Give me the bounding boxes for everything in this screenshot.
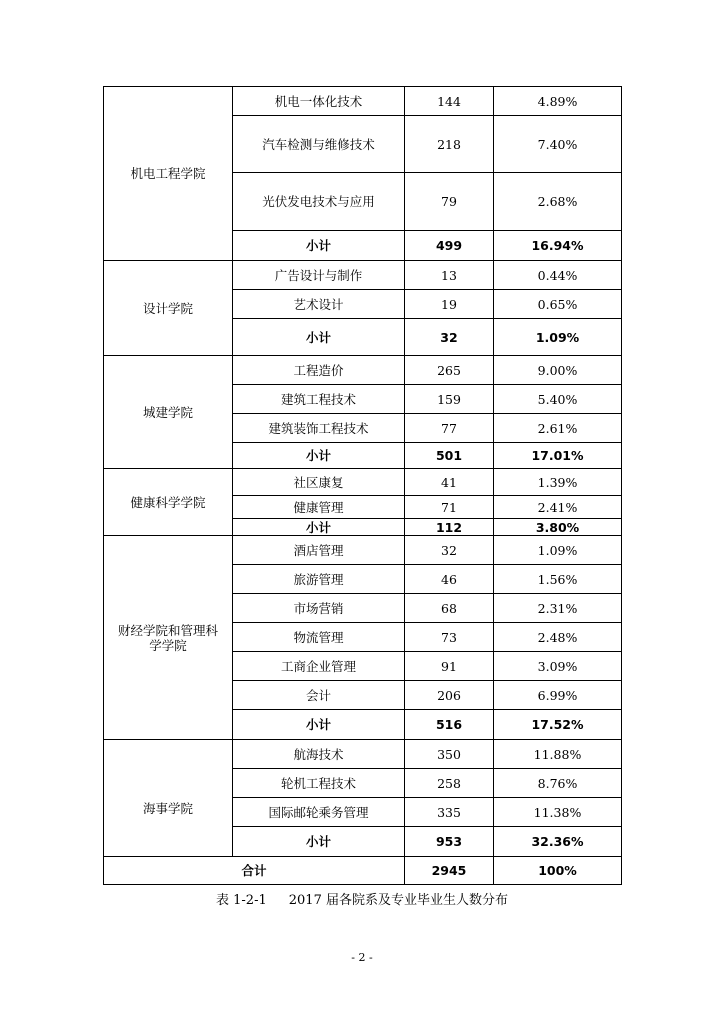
table-row [104,356,622,385]
major-cell: 国际邮轮乘务管理 [233,798,405,827]
subtotal-label: 小计 [233,319,405,356]
count-cell: 258 [405,769,494,798]
page-number: - 2 - [351,951,373,964]
count-cell: 91 [405,652,494,681]
count-cell: 46 [405,565,494,594]
subtotal-count: 499 [405,231,494,261]
major-cell: 旅游管理 [233,565,405,594]
count-cell: 79 [405,173,494,231]
count-cell: 335 [405,798,494,827]
major-cell: 机电一体化技术 [233,87,405,116]
percent-cell: 2.41% [494,496,622,519]
table-caption [0,889,724,908]
graduate-distribution-table [103,86,622,885]
count-cell: 159 [405,385,494,414]
total-row [104,857,622,885]
percent-cell: 2.31% [494,594,622,623]
college-cell: 城建学院 [104,356,233,469]
percent-cell: 0.44% [494,261,622,290]
subtotal-percent: 32.36% [494,827,622,857]
percent-cell: 7.40% [494,116,622,173]
major-cell: 汽车检测与维修技术 [233,116,405,173]
major-cell: 工程造价 [233,356,405,385]
count-cell: 77 [405,414,494,443]
percent-cell: 2.68% [494,173,622,231]
major-cell: 轮机工程技术 [233,769,405,798]
major-cell: 物流管理 [233,623,405,652]
percent-cell: 4.89% [494,87,622,116]
percent-cell: 2.61% [494,414,622,443]
count-cell: 32 [405,536,494,565]
count-cell: 71 [405,496,494,519]
major-cell: 社区康复 [233,469,405,496]
major-cell: 会计 [233,681,405,710]
subtotal-label: 小计 [233,710,405,740]
major-cell: 艺术设计 [233,290,405,319]
subtotal-count: 516 [405,710,494,740]
subtotal-count: 501 [405,443,494,469]
subtotal-count: 953 [405,827,494,857]
count-cell: 68 [405,594,494,623]
college-line: 学学院 [149,637,187,653]
percent-cell: 2.48% [494,623,622,652]
college-cell: 海事学院 [104,740,233,857]
subtotal-count: 32 [405,319,494,356]
count-cell: 13 [405,261,494,290]
major-cell: 工商企业管理 [233,652,405,681]
count-cell: 19 [405,290,494,319]
total-count: 2945 [405,857,494,885]
count-cell: 41 [405,469,494,496]
subtotal-count: 112 [405,519,494,536]
subtotal-percent: 17.01% [494,443,622,469]
college-cell: 健康科学学院 [104,469,233,536]
subtotal-percent: 16.94% [494,231,622,261]
major-cell: 健康管理 [233,496,405,519]
major-cell: 酒店管理 [233,536,405,565]
major-cell: 光伏发电技术与应用 [233,173,405,231]
table-row [104,469,622,496]
major-cell: 广告设计与制作 [233,261,405,290]
percent-cell: 6.99% [494,681,622,710]
percent-cell: 8.76% [494,769,622,798]
table-row [104,87,622,116]
major-cell: 航海技术 [233,740,405,769]
percent-cell: 11.38% [494,798,622,827]
percent-cell: 5.40% [494,385,622,414]
caption-text: 2017 届各院系及专业毕业生人数分布 [288,893,508,908]
subtotal-percent: 1.09% [494,319,622,356]
count-cell: 350 [405,740,494,769]
percent-cell: 1.56% [494,565,622,594]
subtotal-percent: 17.52% [494,710,622,740]
subtotal-label: 小计 [233,519,405,536]
table-row [104,261,622,290]
major-cell: 市场营销 [233,594,405,623]
percent-cell: 1.39% [494,469,622,496]
percent-cell: 1.09% [494,536,622,565]
subtotal-percent: 3.80% [494,519,622,536]
percent-cell: 11.88% [494,740,622,769]
college-line: 财经学院和管理科 [117,622,218,638]
major-cell: 建筑工程技术 [233,385,405,414]
subtotal-label: 小计 [233,231,405,261]
major-cell: 建筑装饰工程技术 [233,414,405,443]
table-row [104,740,622,769]
count-cell: 73 [405,623,494,652]
college-cell: 设计学院 [104,261,233,356]
count-cell: 144 [405,87,494,116]
count-cell: 206 [405,681,494,710]
table-row [104,536,622,565]
percent-cell: 3.09% [494,652,622,681]
percent-cell: 0.65% [494,290,622,319]
subtotal-label: 小计 [233,443,405,469]
college-cell: 机电工程学院 [104,87,233,261]
total-percent: 100% [494,857,622,885]
total-label: 合计 [104,857,405,885]
count-cell: 218 [405,116,494,173]
caption-number: 表 1-2-1 [216,893,267,908]
college-cell [104,536,233,740]
percent-cell: 9.00% [494,356,622,385]
subtotal-label: 小计 [233,827,405,857]
count-cell: 265 [405,356,494,385]
